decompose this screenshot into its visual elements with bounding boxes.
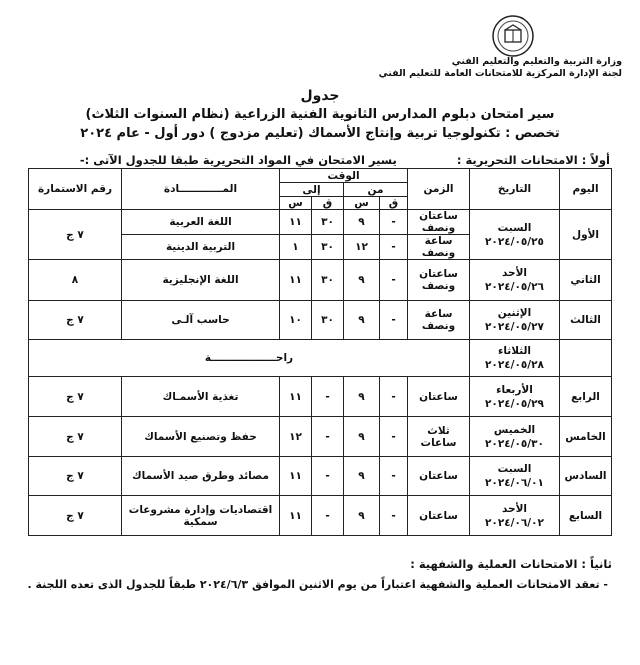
to-min-cell: ٣٠ xyxy=(312,210,344,235)
subject-cell: اللغة العربية xyxy=(122,210,280,235)
from-min-cell: - xyxy=(380,260,408,301)
form-no-cell: ٧ ج xyxy=(29,417,122,457)
to-hour-cell: ١٠ xyxy=(280,301,312,340)
from-min-cell: - xyxy=(380,301,408,340)
day-cell: السادس xyxy=(560,457,612,496)
duration-cell: ساعتان ونصف xyxy=(408,260,470,301)
duration-cell: ساعة ونصف xyxy=(408,301,470,340)
to-hour-cell: ١١ xyxy=(280,377,312,417)
form-no-cell: ٧ ج xyxy=(29,301,122,340)
subject-cell: التربية الدينية xyxy=(122,235,280,260)
ministry-seal-icon xyxy=(491,14,535,58)
to-min-cell: - xyxy=(312,496,344,536)
duration-cell: ساعة ونصف xyxy=(408,235,470,260)
section1-note: يسير الامتحان في المواد التحريرية طبقا للجدول الآتى :- xyxy=(79,153,397,167)
duration-cell: ساعتان xyxy=(408,377,470,417)
from-min-cell: - xyxy=(380,417,408,457)
table-row xyxy=(29,496,612,536)
date-value: ٢٠٢٤/٠٦/٠٢ xyxy=(485,516,544,529)
day-cell: الخامس xyxy=(560,417,612,457)
day-cell: الثالث xyxy=(560,301,612,340)
to-min-cell: - xyxy=(312,377,344,417)
from-hour-cell: ٩ xyxy=(344,301,380,340)
table-row xyxy=(29,377,612,417)
document-title xyxy=(0,88,640,143)
section-practical-exams: ثانياً : الامتحانات العملية والشفهية : xyxy=(410,557,612,571)
table-row xyxy=(29,417,612,457)
date-cell xyxy=(470,457,560,496)
to-hour-cell: ١١ xyxy=(280,210,312,235)
from-hour-cell: ٩ xyxy=(344,496,380,536)
date-value: ٢٠٢٤/٠٥/٢٦ xyxy=(485,281,544,293)
date-value: ٢٠٢٤/٠٥/٢٧ xyxy=(485,321,544,333)
date-value: ٢٠٢٤/٠٥/٣٠ xyxy=(485,437,544,450)
title-line-1: جدول xyxy=(300,88,340,104)
title-line-3: تخصص : تكنولوجيا تربية وإنتاج الأسماك (تعليم مزدوج ) دور أول - عام ٢٠٢٤ xyxy=(80,126,560,141)
from-min-cell: - xyxy=(380,377,408,417)
day-cell: الثاني xyxy=(560,260,612,301)
date-value: ٢٠٢٤/٠٥/٢٥ xyxy=(485,235,544,248)
date-value: ٢٠٢٤/٠٥/٢٨ xyxy=(485,359,544,371)
date-cell xyxy=(470,210,560,260)
day-cell: السابع xyxy=(560,496,612,536)
header-from: من xyxy=(344,183,408,197)
date-cell xyxy=(470,377,560,417)
subject-cell: مصائد وطرق صيد الأسماك xyxy=(122,457,280,496)
duration-cell: ثلاث ساعات xyxy=(408,417,470,457)
table-row xyxy=(29,210,612,235)
from-hour-cell: ٩ xyxy=(344,210,380,235)
rest-cell: راحــــــــــــــــــة xyxy=(29,340,470,377)
section-written-exams xyxy=(80,153,610,167)
header-to-min: ق xyxy=(312,197,344,210)
form-no-cell: ٧ ج xyxy=(29,496,122,536)
header-duration: الزمن xyxy=(408,169,470,210)
day-name: الثلاثاء xyxy=(497,345,532,357)
table-row xyxy=(29,340,612,377)
day-cell xyxy=(560,340,612,377)
date-cell xyxy=(470,260,560,301)
header-date: التاريخ xyxy=(470,169,560,210)
date-cell xyxy=(470,496,560,536)
day-cell: الرابع xyxy=(560,377,612,417)
organization-header xyxy=(379,56,622,80)
day-name: الإثنين xyxy=(497,307,532,319)
org-line-1: وزارة التربية والتعليم والتعليم الفني xyxy=(451,56,622,67)
header-form-no: رقم الاستمارة xyxy=(29,169,122,210)
from-min-cell: - xyxy=(380,457,408,496)
from-min-cell: - xyxy=(380,210,408,235)
header-from-min: ق xyxy=(380,197,408,210)
date-value: ٢٠٢٤/٠٦/٠١ xyxy=(485,477,544,489)
from-hour-cell: ١٢ xyxy=(344,235,380,260)
date-cell xyxy=(470,417,560,457)
section2-text: - تعقد الامتحانات العملية والشفهية اعتباراً من يوم الاثنين الموافق ٢٠٢٤/٦/٣ طبقاً للجدول الذى تعده اللجنة . xyxy=(27,578,608,591)
date-value: ٢٠٢٤/٠٥/٢٩ xyxy=(485,397,544,410)
to-hour-cell: ١١ xyxy=(280,457,312,496)
to-min-cell: ٣٠ xyxy=(312,235,344,260)
form-no-cell: ٧ ج xyxy=(29,377,122,417)
subject-cell: حفظ وتصنيع الأسماك xyxy=(122,417,280,457)
duration-cell: ساعتان xyxy=(408,496,470,536)
subject-cell: اقتصاديات وإدارة مشروعات سمكية xyxy=(122,496,280,536)
subject-cell: اللغة الإنجليزية xyxy=(122,260,280,301)
form-no-cell: ٧ ج xyxy=(29,210,122,260)
header-from-hour: س xyxy=(344,197,380,210)
from-min-cell: - xyxy=(380,496,408,536)
to-min-cell: - xyxy=(312,417,344,457)
duration-cell: ساعتان xyxy=(408,457,470,496)
to-min-cell: ٣٠ xyxy=(312,260,344,301)
date-cell xyxy=(470,340,560,377)
from-min-cell: - xyxy=(380,235,408,260)
day-name: الخميس xyxy=(493,423,536,436)
form-no-cell: ٨ xyxy=(29,260,122,301)
header-subject: المــــــــــــادة xyxy=(122,169,280,210)
section1-label: أولاً : الامتحانات التحريرية : xyxy=(456,153,610,167)
day-name: الأحد xyxy=(501,267,528,279)
day-name: السبت xyxy=(497,463,532,475)
from-hour-cell: ٩ xyxy=(344,417,380,457)
to-min-cell: ٣٠ xyxy=(312,301,344,340)
duration-cell: ساعتان ونصف xyxy=(408,210,470,235)
date-cell xyxy=(470,301,560,340)
from-hour-cell: ٩ xyxy=(344,377,380,417)
to-hour-cell: ١ xyxy=(280,235,312,260)
day-name: السبت xyxy=(497,221,532,234)
org-line-2: لجنة الإدارة المركزية للامتحانات العامة للتعليم الفني xyxy=(378,68,622,79)
exam-schedule-table xyxy=(28,168,612,536)
title-line-2: سير امتحان دبلوم المدارس الثانوية الفنية الزراعية (نظام السنوات الثلاث) xyxy=(85,107,555,122)
to-hour-cell: ١١ xyxy=(280,260,312,301)
from-hour-cell: ٩ xyxy=(344,260,380,301)
header-to-hour: س xyxy=(280,197,312,210)
form-no-cell: ٧ ج xyxy=(29,457,122,496)
from-hour-cell: ٩ xyxy=(344,457,380,496)
to-hour-cell: ١٢ xyxy=(280,417,312,457)
header-time: الوقت xyxy=(280,169,408,183)
header-day: اليوم xyxy=(560,169,612,210)
header-to: إلى xyxy=(280,183,344,197)
subject-cell: حاسب آلـى xyxy=(122,301,280,340)
subject-cell: تغذية الأسمـاك xyxy=(122,377,280,417)
to-min-cell: - xyxy=(312,457,344,496)
table-row xyxy=(29,301,612,340)
table-row xyxy=(29,260,612,301)
table-row xyxy=(29,457,612,496)
to-hour-cell: ١١ xyxy=(280,496,312,536)
day-name: الأحد xyxy=(501,502,528,515)
day-cell: الأول xyxy=(560,210,612,260)
day-name: الأربعاء xyxy=(496,383,533,396)
